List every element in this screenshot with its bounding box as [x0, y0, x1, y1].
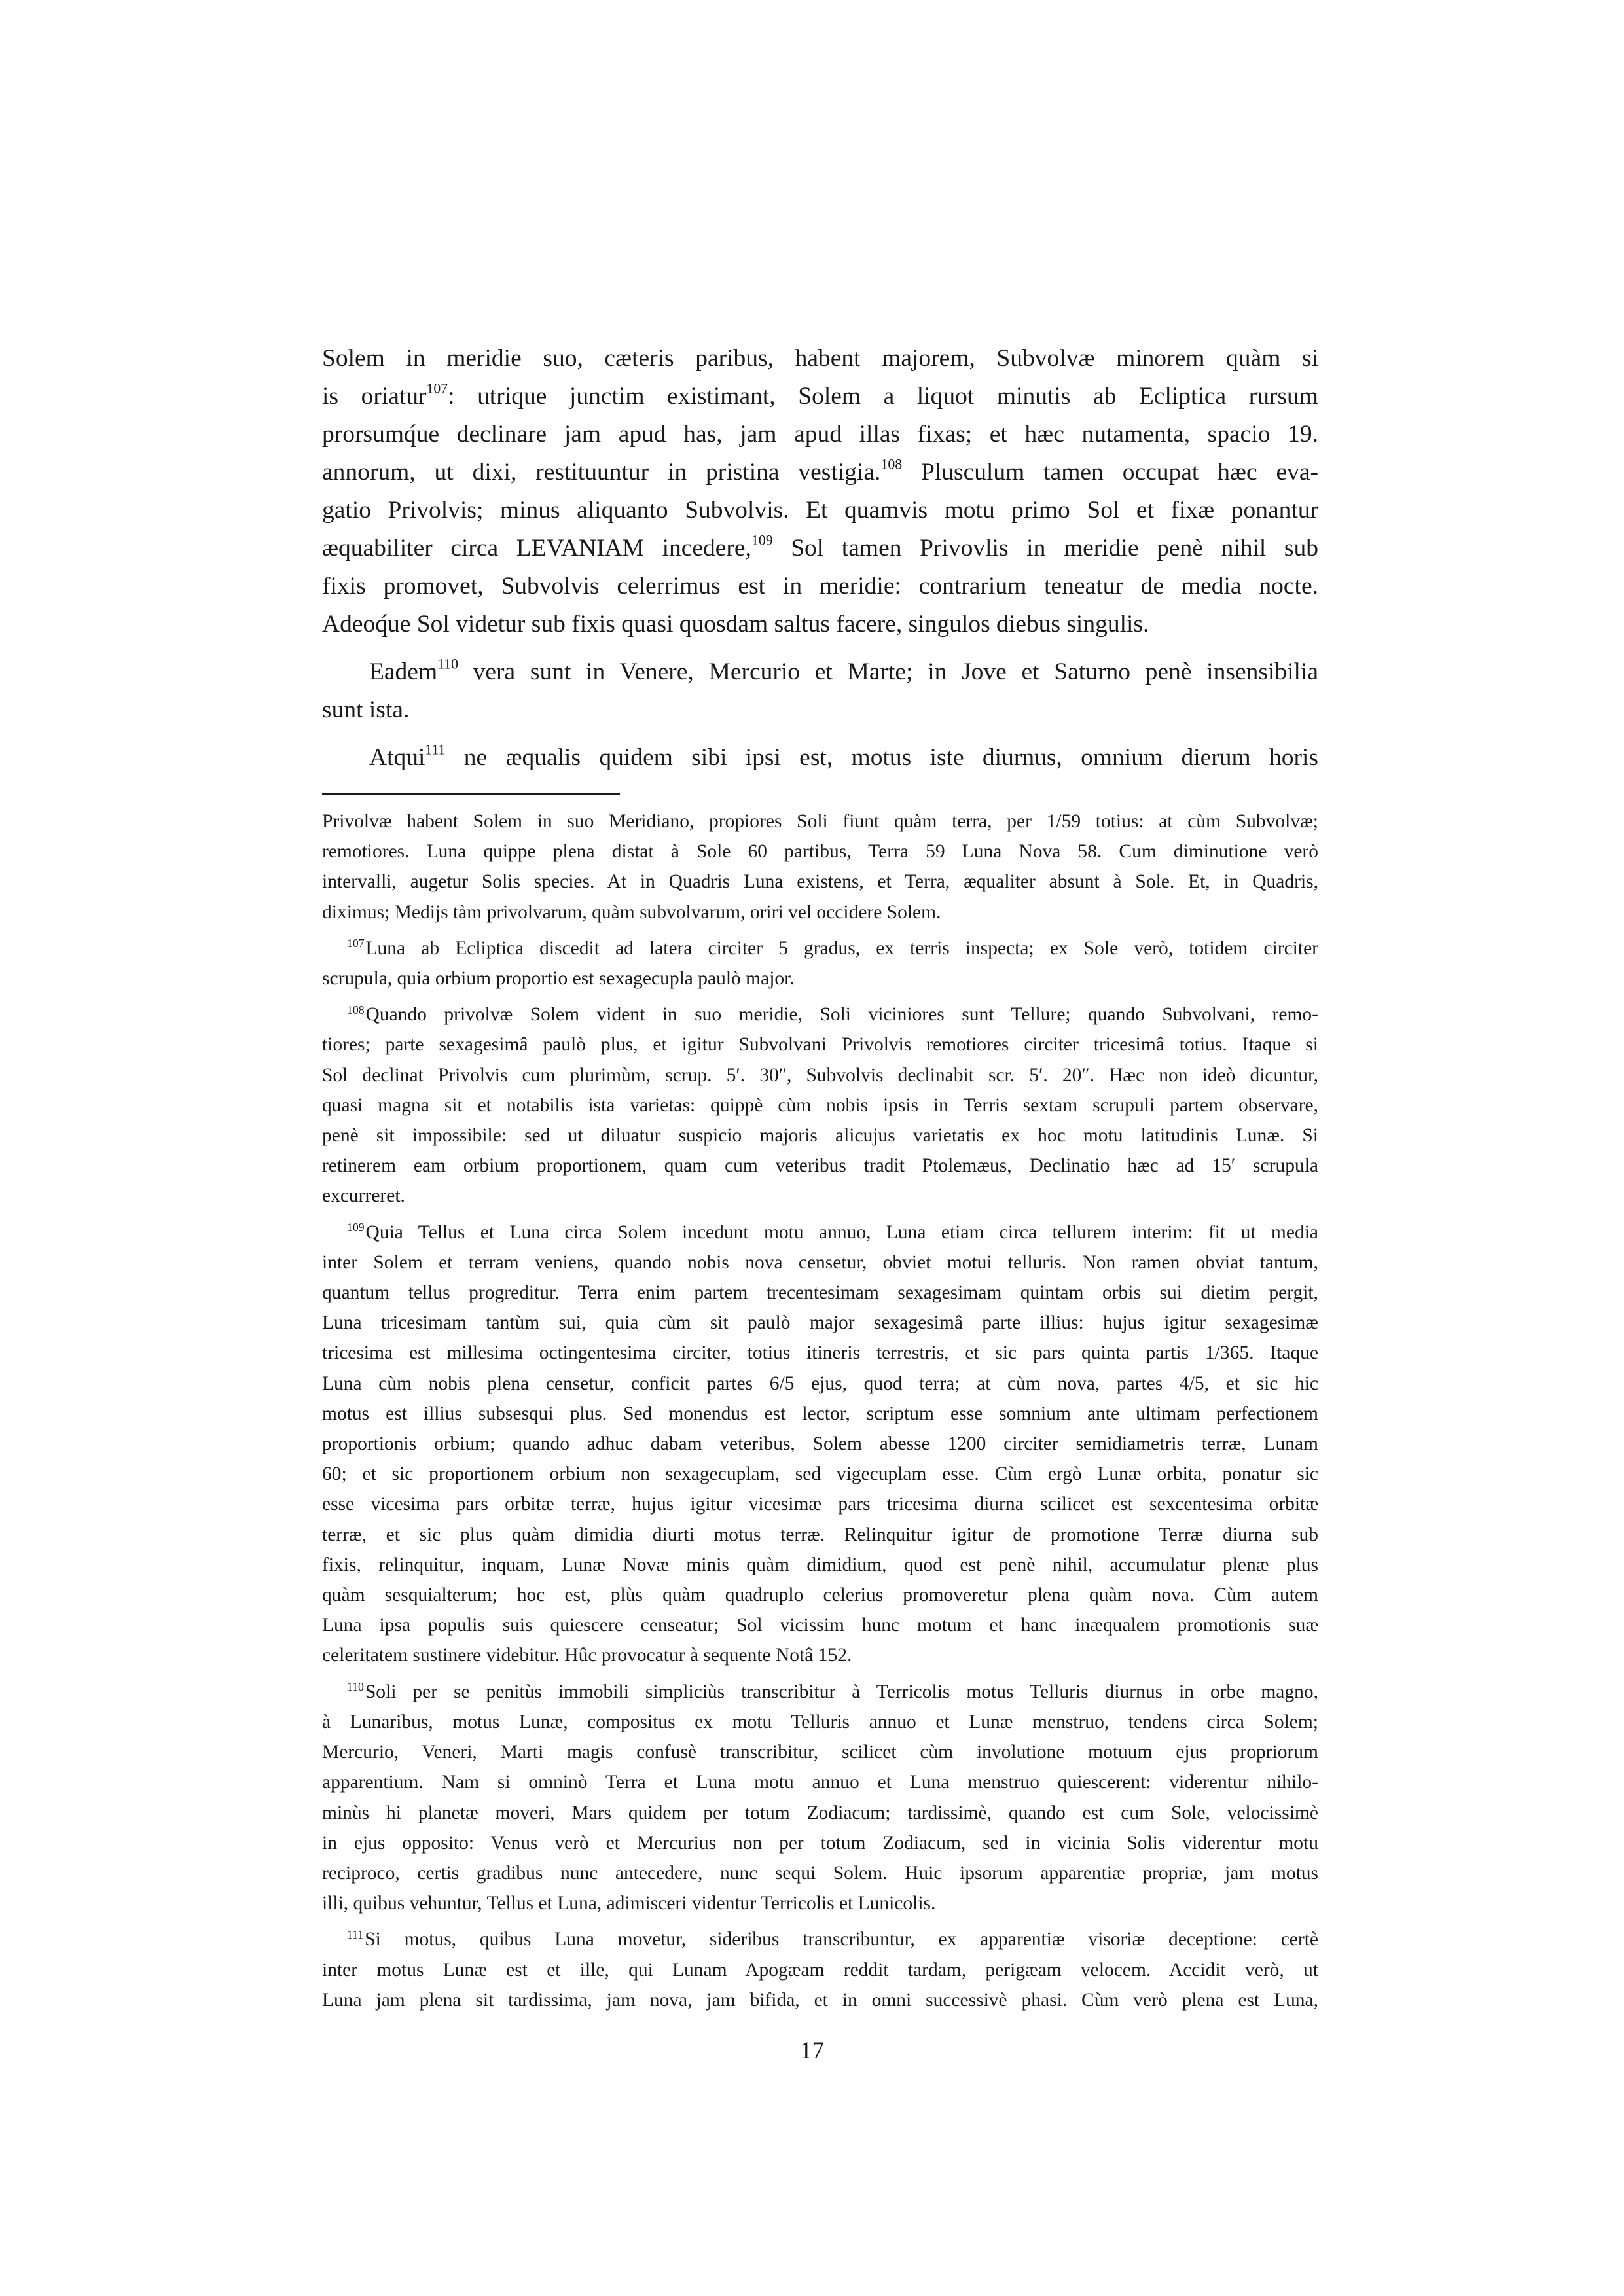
- text-line: [322, 1955, 1318, 1985]
- footnote-reference[interactable]: 108: [880, 456, 903, 473]
- footnote-reference[interactable]: 110: [437, 656, 458, 672]
- text-line: [322, 1924, 1318, 1954]
- text-line: [322, 691, 1318, 729]
- text-line: [322, 836, 1318, 867]
- text-run: Eadem: [369, 658, 438, 685]
- text-run: Sol declinat Privolvis cum plurimùm, scrup. 5′. 30″, Subvolvis declinabit scr. 5′. 20″. Hæc non ideò dicuntur,: [322, 1064, 1318, 1086]
- text-run: penè sit impossibile: sed ut diluatur suspicio majoris alicujus varietatis ex hoc motu latitudinis Lunæ. Si: [322, 1125, 1318, 1147]
- text-run: 60; et sic proportionem orbium non sexagecuplam, sed vigecuplam esse. Cùm ergò Lunæ orbita, ponatur sic: [322, 1463, 1318, 1485]
- text-line: [322, 963, 1318, 994]
- footnote-reference[interactable]: 107: [426, 380, 448, 397]
- text-line: [322, 999, 1318, 1030]
- text-line: [322, 1399, 1318, 1429]
- text-run: inter Solem et terram veniens, quando nobis nova censetur, obviet motui telluris. Non ramen obviat tantum,: [322, 1251, 1318, 1273]
- text-line: [322, 529, 1318, 567]
- text-run: gatio Privolvis; minus aliquanto Subvolvis. Et quamvis motu primo Sol et fixæ ponantur: [322, 497, 1318, 524]
- text-line: [322, 1121, 1318, 1151]
- text-run: Privolvæ habent Solem in suo Meridiano, propiores Soli fiunt quàm terra, per 1/59 totius: at cùm Subvolvæ;: [322, 811, 1318, 832]
- text-run: intervalli, augetur Solis species. At in Quadris Luna existens, et Terra, æqualiter absunt à Sole. Et, in Quadris,: [322, 871, 1318, 893]
- footnote-reference[interactable]: 110: [347, 1680, 364, 1694]
- text-line: [322, 1858, 1318, 1888]
- text-run: minùs hi planetæ moveri, Mars quidem per totum Zodiacum; tardissimè, quando est cum Sole, velocissimè: [322, 1802, 1318, 1823]
- text-line: [322, 897, 1318, 927]
- text-line: [322, 567, 1318, 605]
- footnote-reference[interactable]: 108: [347, 1003, 365, 1016]
- text-run: in ejus opposito: Venus verò et Mercurius non per totum Zodiacum, sed in vicinia Solis viderentur motu: [322, 1832, 1318, 1854]
- text-run: diximus; Medijs tàm privolvarum, quàm subvolvarum, oriri vel occidere Solem.: [322, 901, 941, 923]
- page-number: 17: [800, 2037, 824, 2064]
- text-line: [322, 1985, 1318, 2015]
- text-line: [322, 1151, 1318, 1181]
- text-line: [322, 1737, 1318, 1767]
- text-line: [322, 1338, 1318, 1368]
- text-run: Luna jam plena sit tardissima, jam nova, jam bifida, et in omni successivè phasi. Cùm verò plena est Luna,: [322, 1989, 1318, 2011]
- text-run: is oriatur: [322, 383, 427, 410]
- text-line: [322, 1459, 1318, 1489]
- text-line: [322, 340, 1318, 378]
- text-line: [322, 739, 1318, 777]
- footnote-107: [322, 933, 1318, 994]
- text-line: [322, 1278, 1318, 1308]
- text-run: celeritatem sustinere videbitur. Hûc provocatur à sequente Notâ 152.: [322, 1645, 852, 1666]
- footnote-111: [322, 1924, 1318, 2015]
- footnote-reference[interactable]: 111: [425, 742, 446, 758]
- text-run: Sol tamen Privovlis in meridie penè nihil sub: [772, 535, 1319, 562]
- footnote-reference[interactable]: 107: [347, 937, 365, 950]
- footnotes: [322, 806, 1318, 2015]
- text-run: Plusculum tamen occupat hæc eva-: [902, 459, 1319, 486]
- body-paragraph: [322, 739, 1318, 777]
- text-line: [322, 1610, 1318, 1640]
- text-line: [322, 1369, 1318, 1399]
- text-run: tiores; parte sexagesimâ paulò plus, et igitur Subvolvani Privolvis remotiores circiter tricesimâ totius. Itaque si: [322, 1034, 1318, 1056]
- text-run: à Lunaribus, motus Lunæ, compositus ex motu Telluris annuo et Lunæ menstruo, tendens circa Solem;: [322, 1711, 1318, 1732]
- text-run: Luna cùm nobis plena censetur, conficit partes 6/5 ejus, quod terra; at cùm nova, partes 4/5, et sic hic: [322, 1372, 1318, 1394]
- text-run: ne æqualis quidem sibi ipsi est, motus iste diurnus, omnium dierum horis: [445, 744, 1318, 771]
- text-line: [322, 1798, 1318, 1828]
- text-run: motus est illius subsesqui plus. Sed monendus est lector, scriptum esse somnium ante ultimam perfectionem: [322, 1403, 1318, 1424]
- text-line: [322, 378, 1318, 416]
- text-line: [322, 1550, 1318, 1580]
- text-line: [322, 1489, 1318, 1519]
- text-line: [322, 605, 1318, 643]
- text-run: prorsumq́ue declinare jam apud has, jam apud illas fixas; et hæc nutamenta, spacio 19.: [322, 421, 1318, 448]
- text-run: inter motus Lunæ est et ille, qui Lunam Apogæam reddit tardam, perigæam velocem. Accidit verò, ut: [322, 1959, 1318, 1981]
- text-run: æquabiliter circa LEVANIAM incedere,: [322, 535, 751, 562]
- text-run: fixis promovet, Subvolvis celerrimus est in meridie: contrarium teneatur de media nocte.: [322, 573, 1318, 600]
- text-line: [322, 1677, 1318, 1707]
- text-run: illi, quibus vehuntur, Tellus et Luna, adimisceri videntur Terricolis et Lunicolis.: [322, 1893, 936, 1914]
- text-run: terræ, et sic plus quàm dimidia diurti motus terræ. Relinquitur igitur de promotione Terræ diurna sub: [322, 1524, 1318, 1545]
- text-line: [322, 416, 1318, 454]
- text-line: [322, 1640, 1318, 1670]
- text-line: [322, 1580, 1318, 1610]
- text-run: reciproco, certis gradibus nunc antecedere, nunc sequi Solem. Huic ipsorum apparentiæ propriæ, jam motus: [322, 1862, 1318, 1884]
- text-run: Adeoq́ue Sol videtur sub fixis quasi quosdam saltus facere, singulos diebus singulis.: [322, 611, 1149, 637]
- text-run: Quando privolvæ Solem vident in suo meridie, Soli viciniores sunt Tellure; quando Subvolvani, remo-: [365, 1004, 1318, 1026]
- footnote-109: [322, 1217, 1318, 1671]
- text-run: vera sunt in Venere, Mercurio et Marte; in Jove et Saturno penè insensibilia: [458, 658, 1318, 685]
- text-run: Soli per se penitùs immobili simpliciùs transcribitur à Terricolis motus Telluris diurnus in orbe magno,: [365, 1681, 1318, 1702]
- text-line: [322, 1090, 1318, 1121]
- text-run: quàm sesquialterum; hoc est, plùs quàm quadruplo celerius promoveretur plena quàm nova. Cùm autem: [322, 1585, 1318, 1606]
- text-run: scrupula, quia orbium proportio est sexagecupla paulò major.: [322, 968, 795, 990]
- text-line: [322, 1217, 1318, 1247]
- text-run: excurreret.: [322, 1185, 405, 1207]
- text-line: [322, 1767, 1318, 1797]
- text-line: [322, 1520, 1318, 1550]
- text-run: annorum, ut dixi, restituuntur in pristina vestigia.: [322, 459, 881, 486]
- footnote-reference[interactable]: 109: [347, 1221, 365, 1234]
- text-line: [322, 1247, 1318, 1278]
- text-line: [322, 1060, 1318, 1090]
- text-line: [322, 1888, 1318, 1918]
- text-run: Quia Tellus et Luna circa Solem incedunt motu annuo, Luna etiam circa tellurem interim: fit ut media: [365, 1221, 1318, 1243]
- footnote-separator-rule: [322, 793, 620, 795]
- text-run: Solem in meridie suo, cæteris paribus, habent majorem, Subvolvæ minorem quàm si: [322, 345, 1318, 372]
- text-line: [322, 1707, 1318, 1737]
- text-run: Luna tricesimam tantùm sui, quia cùm sit paulò major sexagesimâ parte illius: hujus igitur sexagesimæ: [322, 1312, 1318, 1334]
- text-run: Mercurio, Veneri, Marti magis confusè transcribitur, scilicet cùm involutione motuum ejus propriorum: [322, 1742, 1318, 1763]
- text-run: Si motus, quibus Luna movetur, sideribus transcribuntur, ex apparentiæ visoriæ deceptione: certè: [365, 1929, 1318, 1950]
- text-run: fixis, relinquitur, inquam, Lunæ Novæ minis quàm dimidium, quod est penè nihil, accumulatur plenæ plus: [322, 1554, 1318, 1575]
- text-run: esse vicesima pars orbitæ terræ, hujus igitur vicesimæ pars tricesima diurna scilicet est sexcentesima orbitæ: [322, 1494, 1318, 1515]
- main-text: [322, 340, 1318, 777]
- text-run: apparentium. Nam si omninò Terra et Luna motu annuo et Luna menstruo quiescerent: viderentur nihilo-: [322, 1772, 1318, 1793]
- text-line: [322, 1181, 1318, 1211]
- text-run: remotiores. Luna quippe plena distat à Sole 60 partibus, Terra 59 Luna Nova 58. Cum diminutione verò: [322, 841, 1318, 863]
- text-run: quantum tellus progreditur. Terra enim partem trecentesimam sexagesimam quintam orbis sui dietim pergit,: [322, 1282, 1318, 1304]
- text-line: [322, 1308, 1318, 1338]
- text-line: [322, 1030, 1318, 1060]
- text-line: [322, 867, 1318, 897]
- footnote-continued: [322, 806, 1318, 927]
- text-line: [322, 454, 1318, 492]
- text-run: quasi magna sit et notabilis ista varietas: quippè cùm nobis ipsis in Terris sextam scrupuli partem observare,: [322, 1094, 1318, 1116]
- body-paragraph: [322, 340, 1318, 643]
- text-line: [322, 1429, 1318, 1459]
- text-run: sunt ista.: [322, 696, 410, 723]
- body-paragraph: [322, 653, 1318, 729]
- text-run: : utrique junctim existimant, Solem a liquot minutis ab Ecliptica rursum: [448, 383, 1318, 410]
- footnote-reference[interactable]: 109: [751, 532, 773, 548]
- text-run: Atqui: [369, 744, 425, 771]
- footnote-reference[interactable]: 111: [347, 1928, 364, 1941]
- text-run: retinerem eam orbium proportionem, quam cum veteribus tradit Ptolemæus, Declinatio hæc ad 15′ scrupula: [322, 1155, 1318, 1177]
- text-run: tricesima est millesima octingentesima circiter, totius itineris terrestris, et sic pars quinta partis 1/365. Itaque: [322, 1342, 1318, 1364]
- text-line: [322, 653, 1318, 691]
- text-line: [322, 492, 1318, 529]
- footnote-108: [322, 999, 1318, 1211]
- footnote-110: [322, 1677, 1318, 1919]
- text-line: [322, 806, 1318, 836]
- text-run: Luna ab Ecliptica discedit ad latera circiter 5 gradus, ex terris inspecta; ex Sole verò, totidem circiter: [365, 937, 1318, 959]
- text-line: [322, 933, 1318, 963]
- text-run: proportionis orbium; quando adhuc dabam veteribus, Solem abesse 1200 circiter semidiametris terræ, Lunam: [322, 1433, 1318, 1455]
- text-run: Luna ipsa populis suis quiescere censeatur; Sol vicissim hunc motum et hanc inæqualem promotionis suæ: [322, 1615, 1318, 1636]
- text-line: [322, 1828, 1318, 1858]
